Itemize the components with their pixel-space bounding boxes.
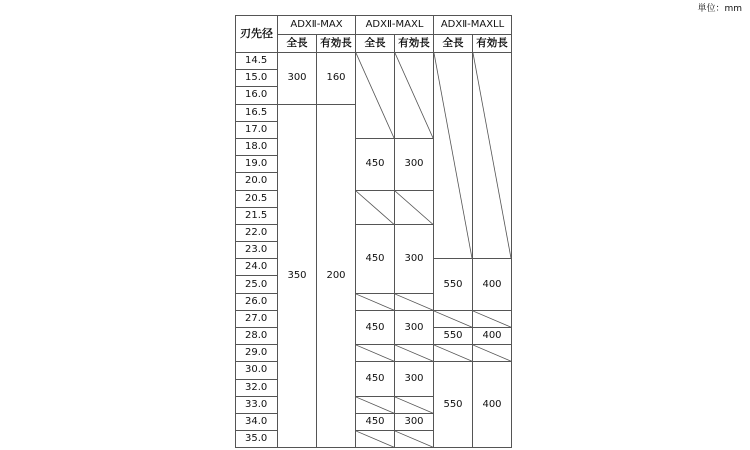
maxll-unavailable-cell (434, 310, 473, 327)
diagonal-line (356, 294, 394, 310)
diagonal-line (473, 53, 511, 258)
diameter-cell: 17.0 (236, 121, 278, 138)
maxl-unavailable-cell (395, 293, 434, 310)
diameter-cell: 33.0 (236, 396, 278, 413)
maxll-unavailable-cell (473, 310, 512, 327)
maxll-total-length-header: 全長 (434, 34, 473, 53)
maxll-unavailable-cell (434, 53, 473, 259)
max-total-cell: 300 (278, 53, 317, 105)
max-effective-length-header: 有効長 (317, 34, 356, 53)
diameter-cell: 25.0 (236, 276, 278, 293)
diameter-cell: 23.0 (236, 242, 278, 259)
diagonal-line (356, 53, 394, 138)
diagonal-line (395, 345, 433, 361)
maxl-effective-cell: 300 (395, 138, 434, 190)
max-total-cell: 350 (278, 104, 317, 448)
maxl-effective-length-header: 有効長 (395, 34, 434, 53)
maxl-effective-cell: 300 (395, 224, 434, 293)
max-effective-cell: 160 (317, 53, 356, 105)
maxll-unavailable-cell (473, 345, 512, 362)
diameter-cell: 21.5 (236, 207, 278, 224)
spec-table (235, 15, 512, 448)
maxll-total-cell: 550 (434, 328, 473, 345)
diagonal-line (356, 397, 394, 413)
diameter-cell: 22.0 (236, 224, 278, 241)
diameter-cell: 26.0 (236, 293, 278, 310)
maxll-effective-length-header: 有効長 (473, 34, 512, 53)
maxl-effective-cell: 300 (395, 362, 434, 396)
diameter-cell: 20.0 (236, 173, 278, 190)
maxll-effective-cell: 400 (473, 328, 512, 345)
diagonal-line (395, 397, 433, 413)
diameter-cell: 27.0 (236, 310, 278, 327)
diagonal-line (356, 191, 394, 224)
maxll-total-cell: 550 (434, 259, 473, 311)
maxl-unavailable-cell (356, 293, 395, 310)
diameter-cell: 35.0 (236, 431, 278, 448)
maxl-unavailable-cell (356, 345, 395, 362)
diameter-cell: 16.0 (236, 87, 278, 104)
maxl-unavailable-cell (395, 53, 434, 139)
diagonal-line (434, 53, 472, 258)
maxl-unavailable-cell (356, 396, 395, 413)
diagonal-line (473, 345, 511, 361)
diameter-cell: 14.5 (236, 53, 278, 70)
model-header-maxll: ADXⅡ-MAXLL (434, 16, 512, 35)
unit-label: 単位：mm (697, 4, 742, 14)
diameter-cell: 29.0 (236, 345, 278, 362)
diagonal-line (395, 431, 433, 447)
diagonal-line (395, 53, 433, 138)
maxl-total-cell: 450 (356, 224, 395, 293)
diagonal-line (356, 431, 394, 447)
maxl-unavailable-cell (395, 396, 434, 413)
maxl-total-cell: 450 (356, 413, 395, 430)
diameter-cell: 20.5 (236, 190, 278, 207)
maxll-effective-cell: 400 (473, 362, 512, 448)
diameter-cell: 32.0 (236, 379, 278, 396)
diameter-cell: 24.0 (236, 259, 278, 276)
maxll-total-cell: 550 (434, 362, 473, 448)
maxl-effective-cell: 300 (395, 413, 434, 430)
diameter-cell: 15.0 (236, 70, 278, 87)
diameter-cell: 18.0 (236, 138, 278, 155)
maxll-unavailable-cell (434, 345, 473, 362)
diagonal-line (473, 311, 511, 327)
max-total-length-header: 全長 (278, 34, 317, 53)
diameter-cell: 16.5 (236, 104, 278, 121)
diameter-cell: 30.0 (236, 362, 278, 379)
maxl-unavailable-cell (395, 190, 434, 224)
maxl-total-cell: 450 (356, 138, 395, 190)
diameter-cell: 28.0 (236, 328, 278, 345)
diagonal-line (395, 191, 433, 224)
maxl-effective-cell: 300 (395, 310, 434, 344)
model-header-max: ADXⅡ-MAX (278, 16, 356, 35)
maxl-unavailable-cell (356, 53, 395, 139)
maxl-total-cell: 450 (356, 362, 395, 396)
diagonal-line (434, 345, 472, 361)
maxl-unavailable-cell (356, 431, 395, 448)
maxl-unavailable-cell (356, 190, 395, 224)
diameter-cell: 19.0 (236, 156, 278, 173)
max-effective-cell: 200 (317, 104, 356, 448)
diameter-cell: 34.0 (236, 413, 278, 430)
diameter-header: 刃先径 (236, 16, 278, 53)
model-header-maxl: ADXⅡ-MAXL (356, 16, 434, 35)
maxl-total-length-header: 全長 (356, 34, 395, 53)
maxll-effective-cell: 400 (473, 259, 512, 311)
maxl-unavailable-cell (395, 431, 434, 448)
diagonal-line (395, 294, 433, 310)
maxl-unavailable-cell (395, 345, 434, 362)
maxl-total-cell: 450 (356, 310, 395, 344)
diagonal-line (434, 311, 472, 327)
diagonal-line (356, 345, 394, 361)
maxll-unavailable-cell (473, 53, 512, 259)
